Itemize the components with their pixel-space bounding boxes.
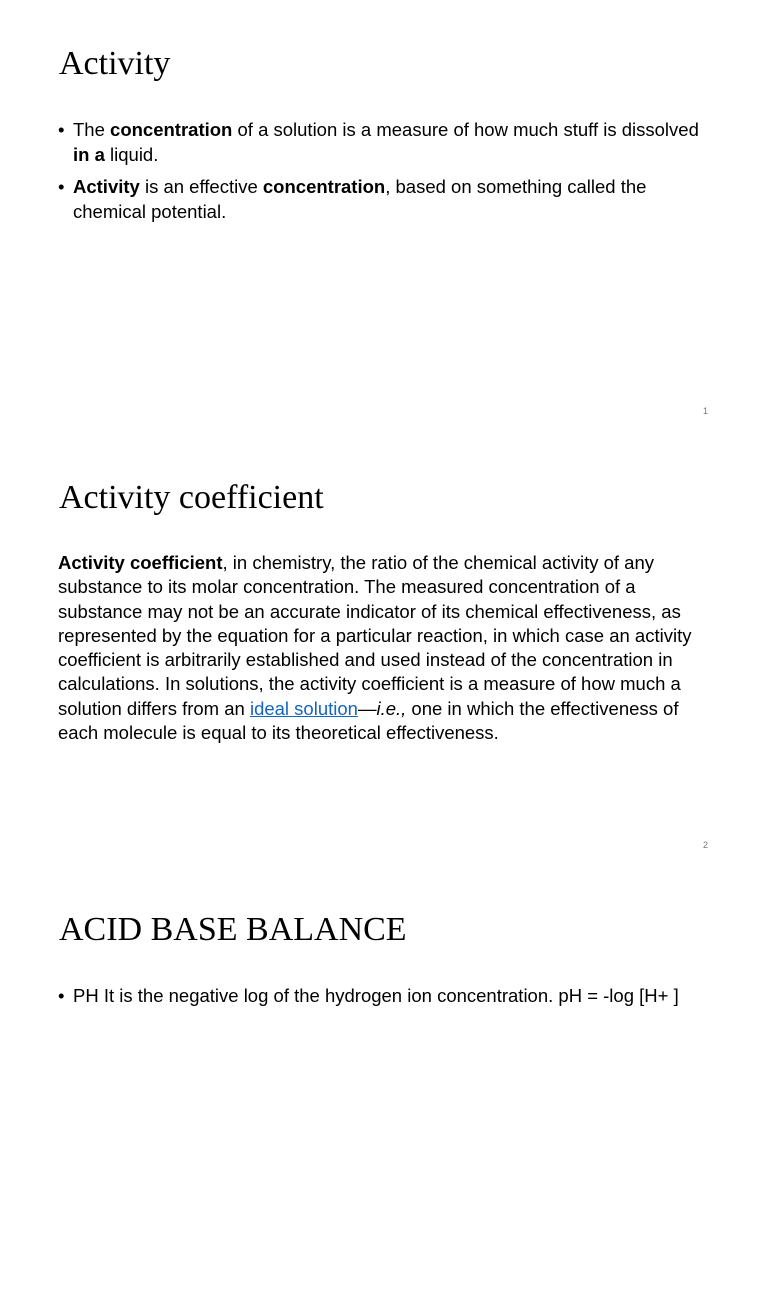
bold-term: in a xyxy=(73,143,105,165)
bullet-dot: • xyxy=(58,119,65,140)
bullet-text: is an effective xyxy=(139,176,263,197)
paragraph-text: one in which the effectiveness of each molecule is equal to its theoretical effectiveness. xyxy=(58,697,679,744)
page-number: 2 xyxy=(702,840,708,850)
slide-activity xyxy=(0,0,768,434)
bold-term: concentration xyxy=(110,119,233,140)
bullet-item xyxy=(58,175,708,224)
paragraph-text: , in chemistry, the ratio of the chemical activity of any substance to its molar concentration. The measured concentration of a substance may not be an accurate indicator of its chemical effectiveness, as represented by the equation for a particular reaction, in which case an activity coefficient is arbitrarily established and used instead of the concentration in calculations. In solutions, the activity coefficient is a measure of how much a solution differs from an xyxy=(58,552,692,719)
bold-term: Activity coefficient xyxy=(58,552,223,573)
definition-paragraph xyxy=(58,551,706,745)
page-number: 1 xyxy=(702,406,708,416)
bullet-text: , based on something called the chemical potential. xyxy=(73,176,647,222)
bullet-text: The xyxy=(73,119,111,140)
bold-term: Activity xyxy=(73,176,140,197)
slide-title: Activity coefficient xyxy=(59,479,324,516)
paragraph-text: — xyxy=(357,697,377,719)
ideal-solution-link[interactable]: ideal solution xyxy=(249,697,358,719)
bullet-item xyxy=(58,118,708,167)
slide-title: Activity xyxy=(59,45,171,82)
bullet-text: of a solution is a measure of how much stuff is dissolved xyxy=(232,119,699,140)
slide-activity-coefficient xyxy=(0,434,768,868)
bullet-dot: • xyxy=(58,176,65,197)
bullet-list xyxy=(58,118,708,232)
bullet-text: PH It is the negative log of the hydrogen ion concentration. pH = -log [H+ ] xyxy=(73,985,679,1006)
italic-text: i.e., xyxy=(376,697,407,719)
slide-acid-base-balance xyxy=(0,868,768,1302)
bullet-text: liquid. xyxy=(104,143,159,165)
bullet-item xyxy=(58,984,708,1009)
bullet-list xyxy=(58,984,708,1017)
slide-title: ACID BASE BALANCE xyxy=(59,911,407,948)
bullet-dot: • xyxy=(58,985,65,1006)
bold-term: concentration xyxy=(262,176,386,197)
